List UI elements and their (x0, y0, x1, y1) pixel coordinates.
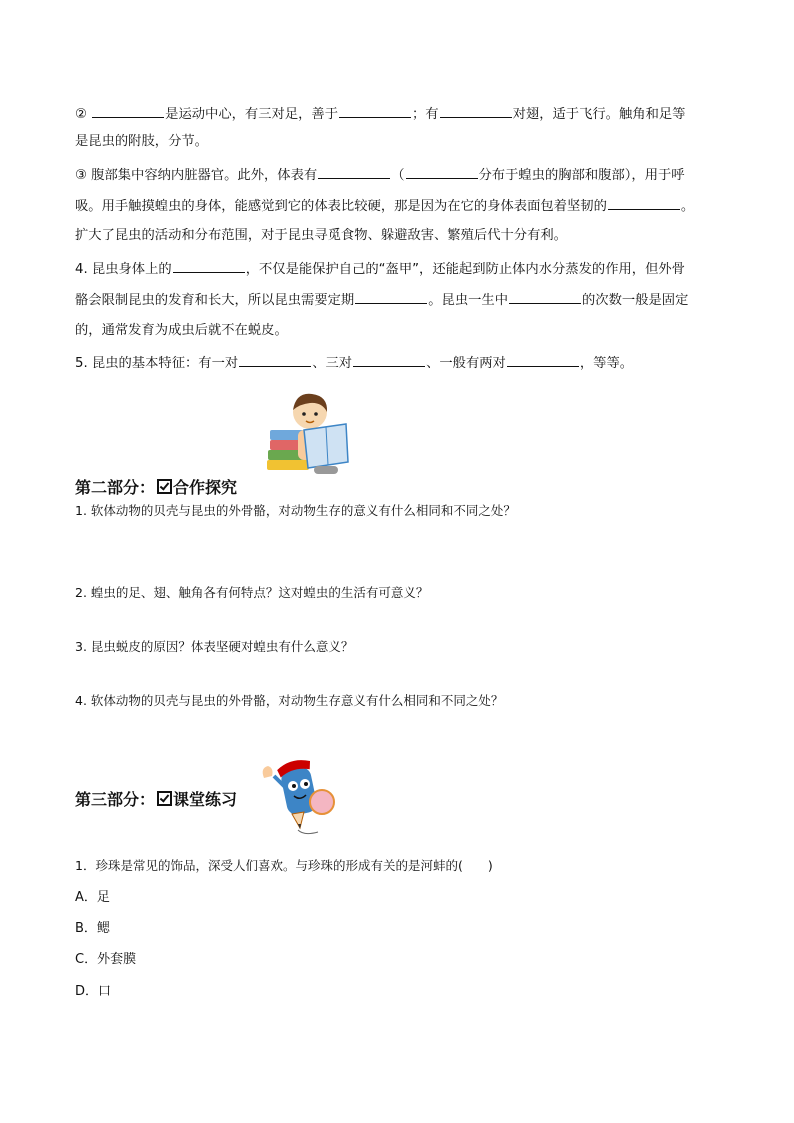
text: 。 (680, 199, 695, 214)
fill-line-5 (75, 226, 725, 246)
blank[interactable] (353, 352, 425, 367)
fill-line-2 (75, 132, 725, 152)
text: 扩大了昆虫的活动和分布范围，对于昆虫寻觅食物、躲避敌害、繁殖后代十分有利。 (75, 228, 567, 243)
section-title: 第二部分： (75, 478, 156, 497)
text: 4. 昆虫身体上的 (75, 262, 172, 277)
discussion-question-2: 2. 蝗虫的足、翅、触角各有何特点？这对蝗虫的生活有可意义？ (75, 585, 429, 600)
checkbox-icon (157, 479, 172, 494)
blank[interactable] (318, 164, 390, 179)
pencil-mascot-icon (258, 758, 342, 838)
text: 是运动中心，有三对足，善于 (165, 107, 339, 122)
discussion-question-1: 1. 软体动物的贝壳与昆虫的外骨骼，对动物生存的意义有什么相同和不同之处？ (75, 503, 516, 518)
blank[interactable] (507, 352, 579, 367)
section-title: 第三部分： (75, 790, 156, 809)
fill-line-9 (75, 352, 725, 374)
fill-line-4 (75, 195, 725, 217)
exercise-question-1: 1．珍珠是常见的饰品，深受人们喜欢。与珍珠的形成有关的是河蚌的( ) (75, 858, 493, 873)
text: 、一般有两对 (426, 356, 506, 371)
fill-line-3 (75, 164, 725, 186)
discussion-question-4: 4. 软体动物的贝壳与昆虫的外骨骼，对动物生存意义有什么相同和不同之处？ (75, 693, 504, 708)
blank[interactable] (173, 258, 245, 273)
blank[interactable] (92, 103, 164, 118)
option-b[interactable]: B．鳃 (75, 921, 110, 936)
fill-line-7 (75, 289, 725, 311)
text: 5. 昆虫的基本特征：有一对 (75, 356, 239, 371)
blank[interactable] (239, 352, 311, 367)
option-a[interactable]: A．足 (75, 890, 110, 905)
part2-heading (75, 477, 237, 499)
text: 、三对 (312, 356, 353, 371)
option-c[interactable]: C．外套膜 (75, 952, 137, 967)
section-subtitle: 合作探究 (173, 478, 238, 497)
fill-line-1 (75, 103, 725, 125)
boy-reading-icon (264, 390, 354, 478)
text: 对翅，适于飞行。触角和足等 (512, 107, 686, 122)
text: 。昆虫一生中 (428, 293, 509, 308)
fill-line-6 (75, 258, 725, 280)
blank[interactable] (339, 103, 411, 118)
blank[interactable] (509, 289, 581, 304)
text: 的，通常发育为成虫后就不在蜕皮。 (75, 323, 288, 338)
blank[interactable] (440, 103, 512, 118)
text: ② (75, 107, 92, 122)
option-d[interactable]: D．口 (75, 984, 112, 999)
blank[interactable] (608, 195, 680, 210)
part3-heading (75, 789, 237, 811)
text: 骼会限制昆虫的发育和长大，所以昆虫需要定期 (75, 293, 355, 308)
checkbox-icon (157, 791, 172, 806)
discussion-question-3: 3. 昆虫蜕皮的原因？体表坚硬对蝗虫有什么意义？ (75, 639, 354, 654)
text: ，等等。 (579, 356, 634, 371)
text: ③ 腹部集中容纳内脏器官。此外，体表有 (75, 168, 318, 183)
text: 的次数一般是固定 (582, 293, 689, 308)
text: （ (391, 168, 405, 183)
fill-line-8 (75, 321, 725, 341)
blank[interactable] (406, 164, 478, 179)
text: 是昆虫的附肢，分节。 (75, 134, 208, 149)
text: 分布于蝗虫的胸部和腹部），用于呼 (478, 168, 685, 183)
blank[interactable] (355, 289, 427, 304)
text: 吸。用手触摸蝗虫的身体，能感觉到它的体表比较硬，那是因为在它的身体表面包着坚韧的 (75, 199, 607, 214)
section-subtitle: 课堂练习 (173, 790, 238, 809)
text: ，不仅是能保护自己的“盔甲”，还能起到防止体内水分蒸发的作用，但外骨 (245, 262, 685, 277)
text: ；有 (412, 107, 439, 122)
